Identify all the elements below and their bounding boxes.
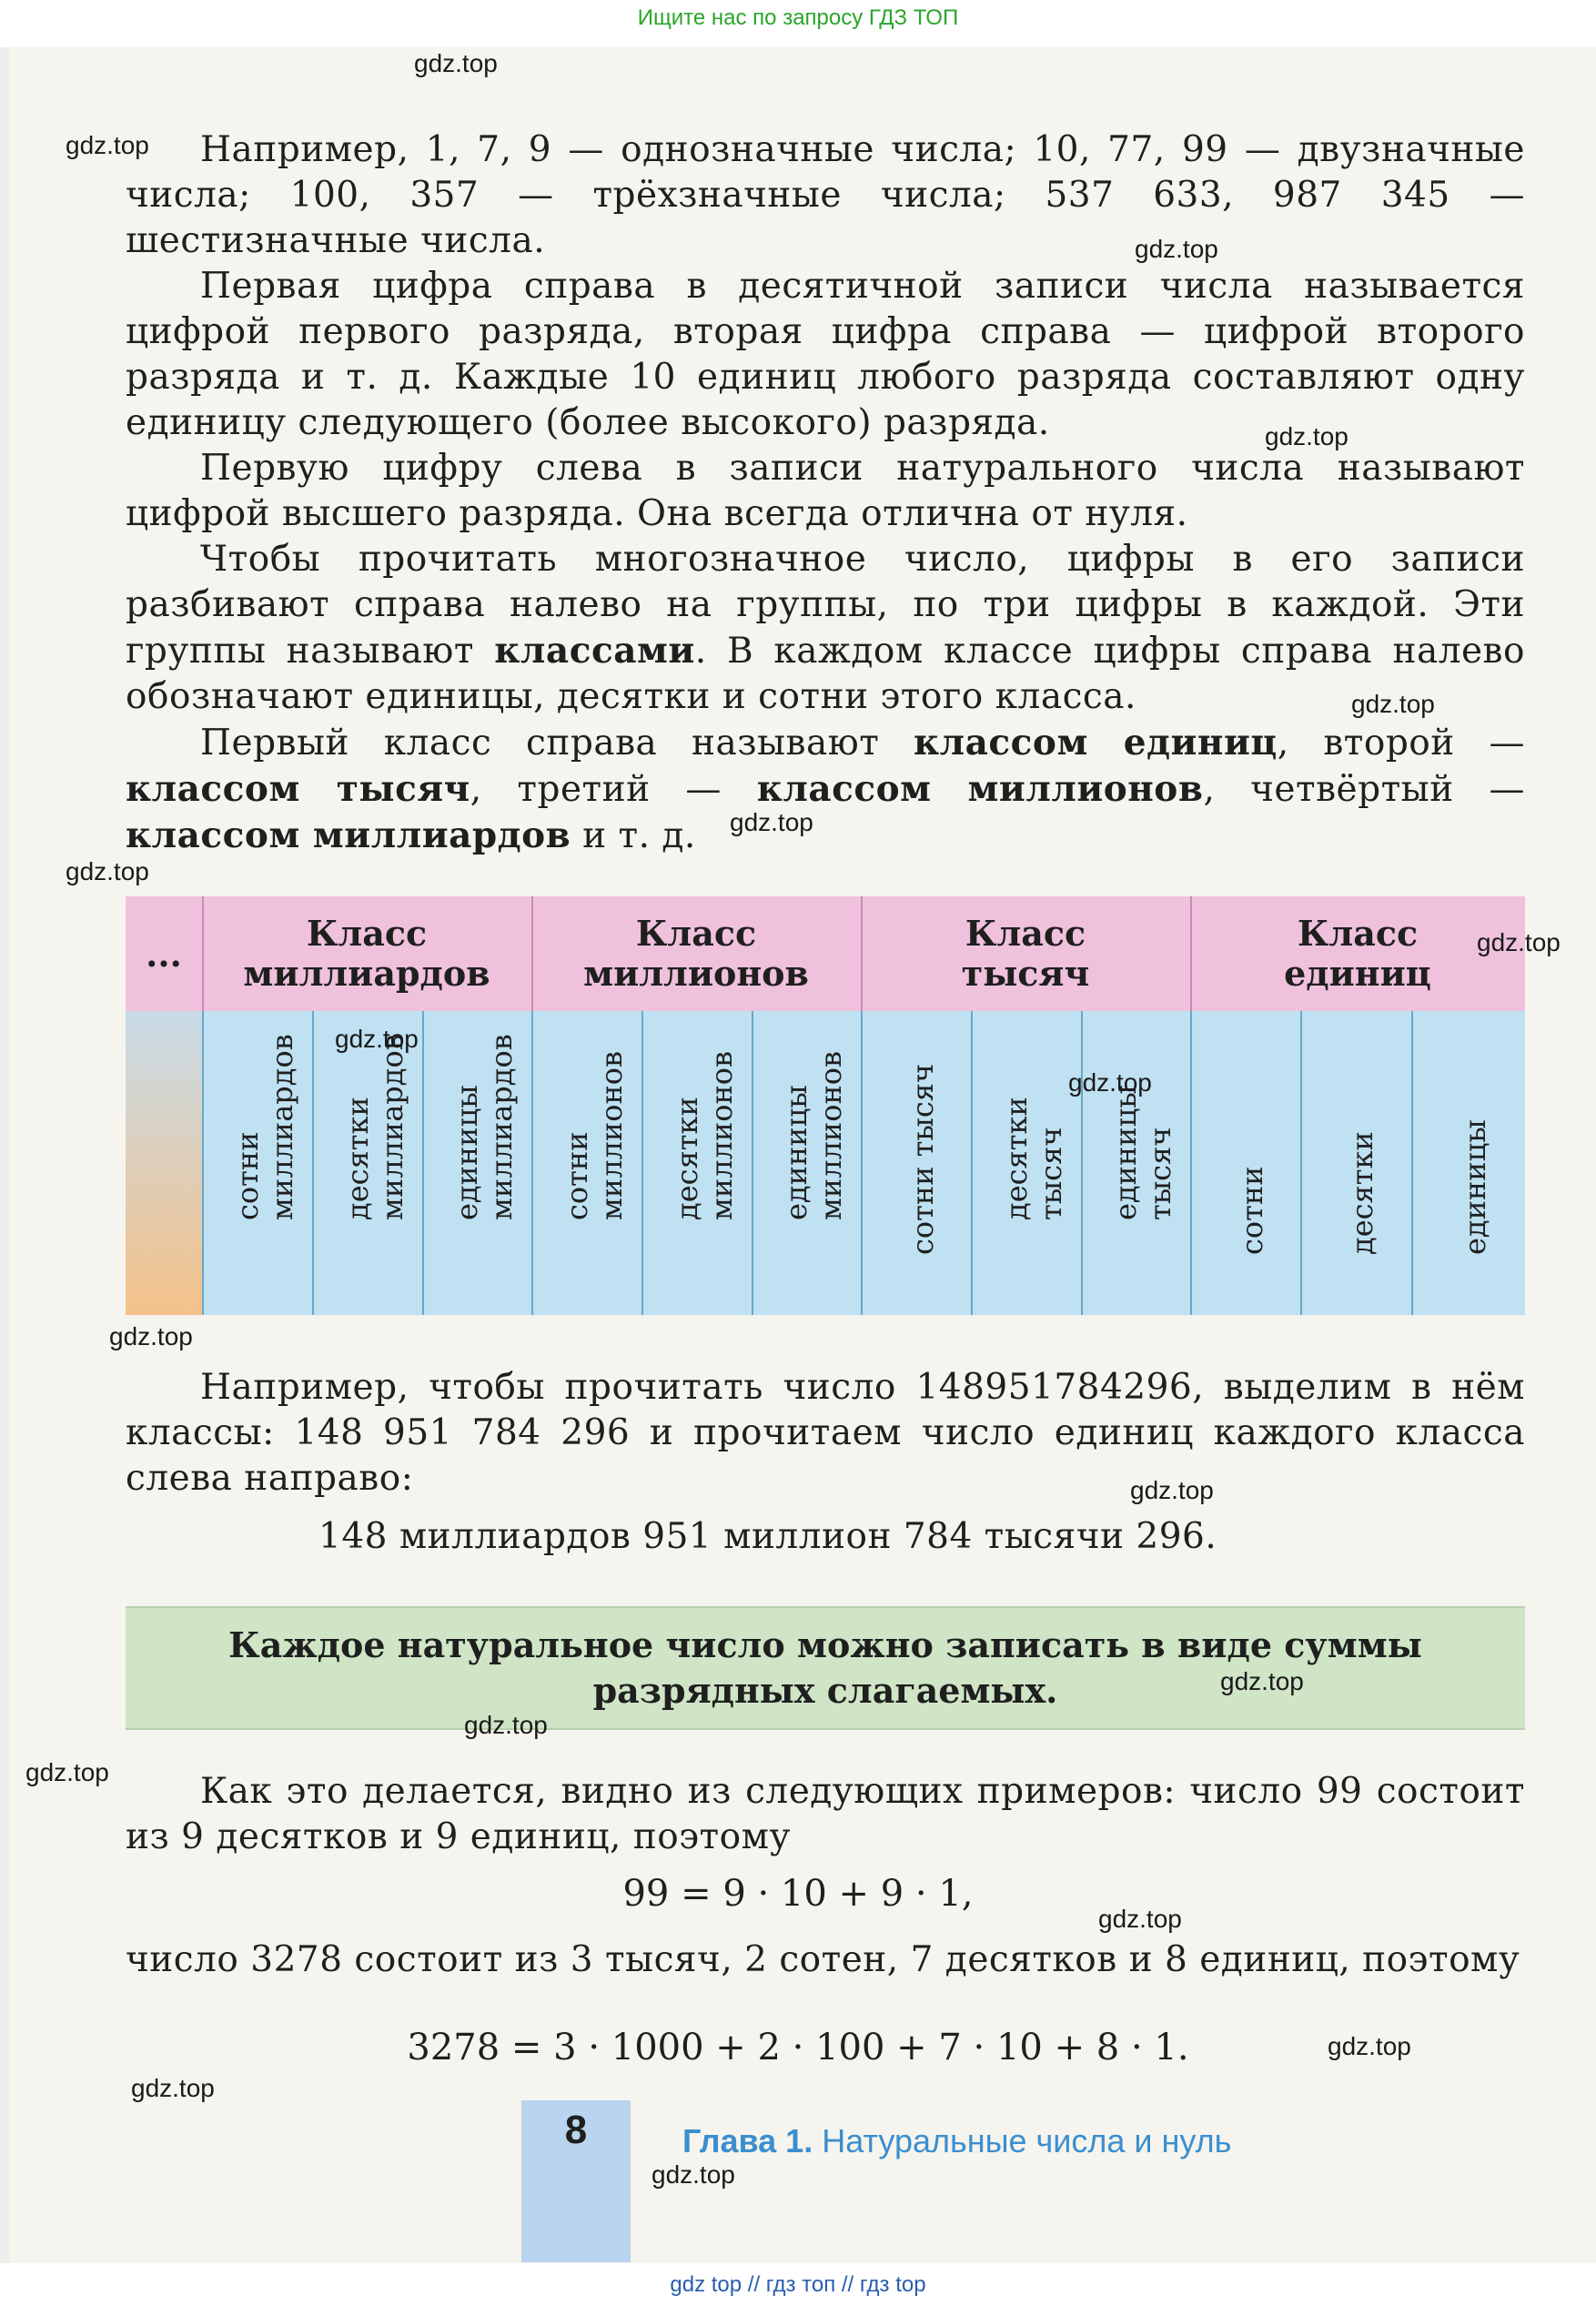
class-header-billions: Класс миллиардов <box>243 913 490 994</box>
rank-tens-thousands: десятки тысяч <box>998 1097 1068 1220</box>
paragraph-highest-digit: Первую цифру слева в записи натурального числа называют цифрой высшего разряда. Она всегда отлична от нуля. <box>126 448 1525 534</box>
watermark: gdz.top <box>66 857 149 885</box>
rank-units: единицы <box>1457 1119 1492 1255</box>
intro-paragraphs <box>126 127 1525 859</box>
watermark: gdz.top <box>1220 1667 1304 1695</box>
rank-units-billions: единицы миллиардов <box>450 1034 519 1220</box>
watermark: gdz.top <box>414 49 498 77</box>
rank-hundreds-billions: сотни миллиардов <box>229 1034 299 1220</box>
watermark: gdz.top <box>1135 235 1218 263</box>
watermark: gdz.top <box>25 1758 109 1786</box>
watermark: gdz.top <box>1328 2032 1411 2060</box>
formula-3278: 3278 = 3 · 1000 + 2 · 100 + 7 · 10 + 8 · 1. <box>407 2027 1189 2068</box>
term-classes: классами <box>494 630 695 672</box>
paragraph-examples: Например, 1, 7, 9 — однозначные числа; 10, 77, 99 — двузначные числа; 100, 357 — трёхзначные числа; 537 633, 987 345 — шестизначные числа. <box>126 129 1525 261</box>
rank-tens-billions: десятки миллиардов <box>339 1034 409 1220</box>
watermark: gdz.top <box>1130 1476 1214 1504</box>
watermark: gdz.top <box>66 131 149 159</box>
watermark: gdz.top <box>1477 928 1561 956</box>
paragraph-class-names: Первый класс справа называют классом единиц, второй — классом тысяч, третий — классом миллионов, четвёртый — классом миллиардов и т. д. <box>126 722 1526 856</box>
paragraph-digit-positions: Первая цифра справа в десятичной записи числа называется цифрой первого разряда, вторая цифра справа — цифрой второго разряда и т. д. Каждые 10 единиц любого разряда составляют одну единицу следующего (более высокого) разряда. <box>126 266 1525 443</box>
chapter-title: Глава 1. Натуральные числа и нуль <box>682 2122 1232 2159</box>
watermark: gdz.top <box>652 2160 735 2189</box>
rule-box: Каждое натуральное число можно записать в виде суммы разрядных слагаемых. <box>126 1606 1525 1730</box>
rank-tens-millions: десятки миллионов <box>669 1050 739 1220</box>
reading-example-paragraph: Например, чтобы прочитать число 148951784296, выделим в нём классы: 148 951 784 296 и прочитаем число единиц каждого класса слева направо: <box>126 1367 1525 1499</box>
rank-hundreds-millions: сотни миллионов <box>559 1050 629 1220</box>
bottom-banner[interactable]: gdz top // гдз топ // гдз top <box>0 2263 1596 2306</box>
rank-hundreds: сотни <box>1234 1166 1269 1255</box>
rank-tens: десятки <box>1345 1131 1379 1255</box>
watermark: gdz.top <box>1351 690 1435 718</box>
rank-units-millions: единицы миллионов <box>779 1050 848 1220</box>
class-header-units: Класс единиц <box>1284 913 1431 994</box>
page-number: 8 <box>564 2108 588 2152</box>
rank-units-thousands: единицы тысяч <box>1108 1085 1177 1220</box>
decomposition-paragraph-1: Как это делается, видно из следующих примеров: число 99 состоит из 9 десятков и 9 единиц, поэтому <box>126 1771 1525 1857</box>
watermark: gdz.top <box>1098 1905 1182 1933</box>
watermark: gdz.top <box>1068 1068 1152 1097</box>
reading-example-result: 148 миллиардов 951 миллион 784 тысячи 296. <box>318 1516 1217 1557</box>
decomposition-paragraph-2: число 3278 состоит из 3 тысяч, 2 сотен, 7 десятков и 8 единиц, поэтому <box>126 1939 1520 1980</box>
paragraph-classes: Чтобы прочитать многозначное число, цифры в его записи разбивают справа налево на группы, по три цифры в каждой. Эти группы называют классами. В каждом классе цифры справа налево обозначают единицы, десятки и сотни этого класса. <box>126 539 1525 717</box>
formula-99: 99 = 9 · 10 + 9 · 1, <box>622 1873 974 1915</box>
rank-hundreds-thousands: сотни тысяч <box>904 1063 940 1255</box>
number-classes-table <box>126 896 1525 1315</box>
watermark: gdz.top <box>131 2074 215 2102</box>
class-header-thousands: Класс тысяч <box>961 913 1090 994</box>
table-ellipsis-cell <box>126 1011 202 1315</box>
watermark: gdz.top <box>335 1025 419 1053</box>
table-ellipsis: ... <box>146 933 182 975</box>
class-header-millions: Класс миллионов <box>583 913 809 994</box>
watermark: gdz.top <box>109 1322 193 1350</box>
watermark: gdz.top <box>464 1711 548 1739</box>
watermark: gdz.top <box>1265 422 1349 450</box>
watermark: gdz.top <box>730 808 813 836</box>
top-banner[interactable]: Ищите нас по запросу ГДЗ ТОП <box>0 0 1596 36</box>
